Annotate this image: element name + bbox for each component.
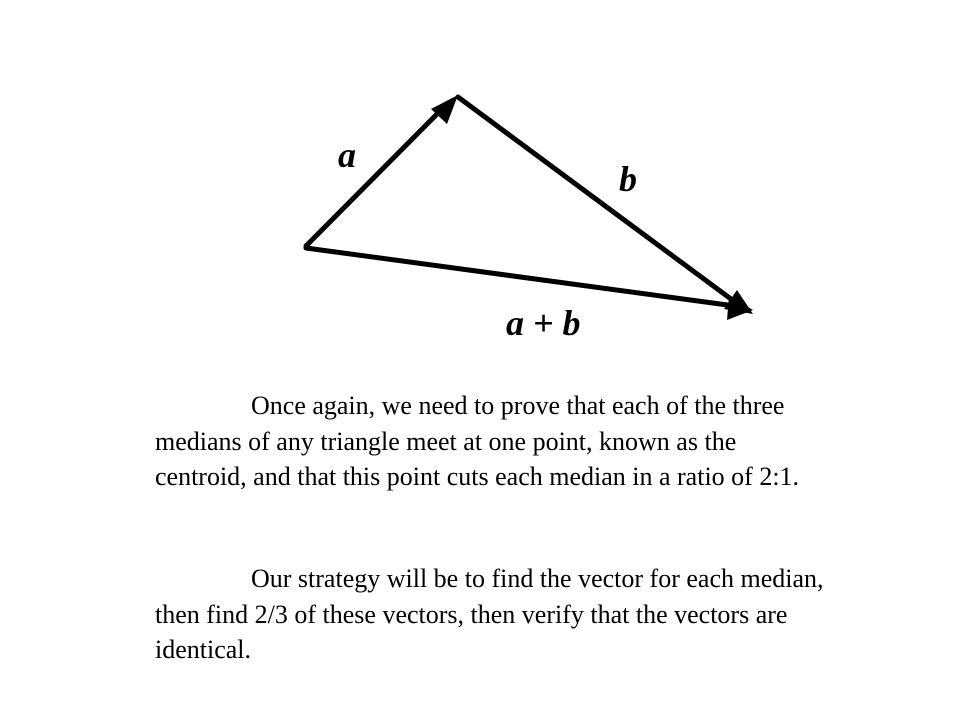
strategy-paragraph: Our strategy will be to find the vector for each median, then find 2/3 of these vectors, then verify that the vectors are identical. <box>155 564 824 664</box>
vector-a-label: a <box>338 135 356 175</box>
vector-a-shaft <box>306 108 443 246</box>
vector-a-arrowhead <box>431 95 458 124</box>
vector-b-label: b <box>619 159 637 199</box>
vector-b-shaft <box>458 97 735 302</box>
vector-sum-label: a + b <box>506 303 581 343</box>
intro-paragraph: Once again, we need to prove that each of the three medians of any triangle meet at one point, known as the centroid, and that this point cuts each median in a ratio of 2:1. <box>155 391 800 491</box>
